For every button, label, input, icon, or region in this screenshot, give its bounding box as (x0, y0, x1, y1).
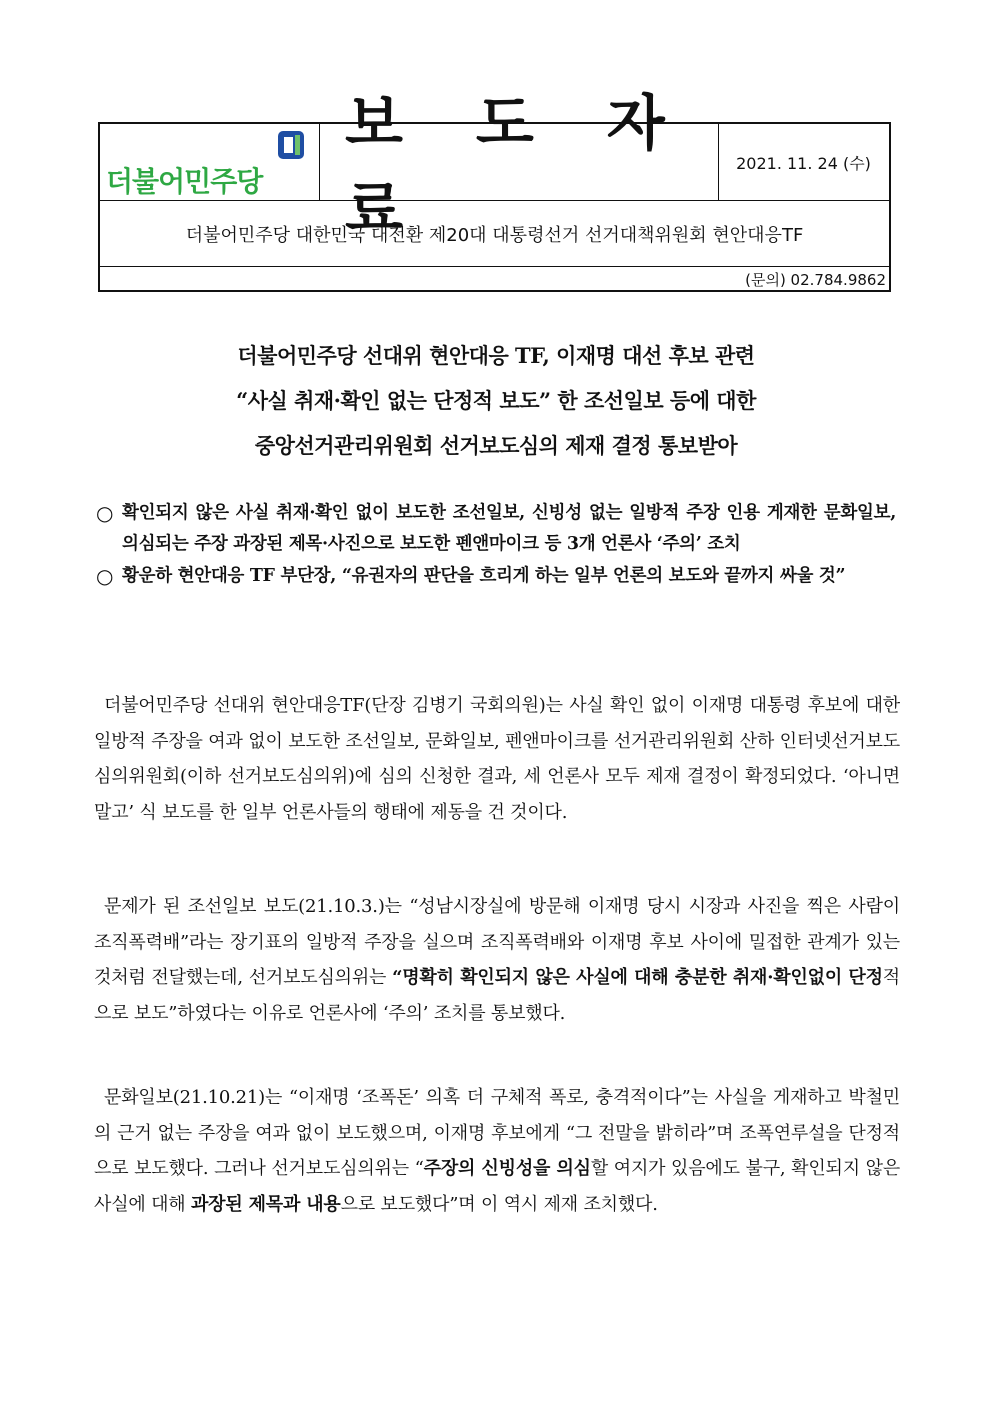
summary-bullet (96, 498, 896, 560)
organization-row (100, 201, 889, 267)
headline-line-2: “사실 취재·확인 없는 단정적 보도” 한 조선일보 등에 대한 (236, 388, 756, 413)
bullet-text: 황운하 현안대응 TF 부단장, “유권자의 판단을 흐리게 하는 일부 언론의 보도와 끝까지 싸울 것” (122, 566, 846, 586)
organization-name: 더불어민주당 대한민국 대전환 제20대 대통령선거 선거대책위원회 현안대응TF (185, 224, 804, 246)
bullet-text: 확인되지 않은 사실 취재·확인 없이 보도한 조선일보, 신빙성 없는 일방적 주장 인용 게재한 문화일보, 의심되는 주장 과장된 제목·사진으로 보도한 펜앤마이크 등 3개 언론사 ‘주의’ 조치 (122, 503, 896, 554)
headline-line-3: 중앙선거관리위원회 선거보도심의 제재 결정 통보받아 (254, 433, 738, 458)
contact-row (100, 267, 889, 291)
emphasis-text: 과장된 제목과 내용 (190, 1193, 341, 1215)
press-release-header (98, 89, 891, 292)
body-paragraph-2 (94, 889, 900, 1031)
body-text: 으로 보도했다”며 이 역시 제재 조치했다. (340, 1193, 658, 1215)
body-text: 문화일보(21.10.21)는 “이재명 ‘조폭돈’ 의혹 더 구체적 폭로, 충격적이다”는 사실을 게재하고 박철민의 근거 없는 주장을 여과 없이 보도했으며, 이재명 후보에게 “그 전말을 밝히라”며 조폭연루설을 단정적으로 보도했다. 그러나 선거보도심의위는 “ (94, 1087, 900, 1179)
emphasis-text: 주장의 신빙성을 의심 (423, 1158, 591, 1179)
body-text: 문제가 된 조선일보 보도(21.10.3.)는 “성남시장실에 방문해 이재명 당시 시장과 사진을 찍은 사람이 조직폭력배”라는 장기표의 일방적 주장을 실으며 조직폭력배와 이재명 후보 사이에 밀접한 관계가 있는 것처럼 전달했는데, 선거보도심의위는 (94, 896, 900, 988)
summary-bullets (96, 498, 896, 593)
circle-bullet-icon: ○ (96, 501, 114, 525)
doc-title: 보 도 자 료 (345, 89, 691, 245)
emphasis-text: “명확히 확인되지 않은 사실에 대해 충분한 취재·확인없이 단정 (392, 967, 883, 988)
party-logo-text: 더불어민주당 (106, 165, 263, 198)
headline-line-1: 더불어민주당 선대위 현안대응 TF, 이재명 대선 후보 관련 (237, 343, 755, 368)
body-text: 적으로 보도”하였다는 이유로 언론사에 ‘주의’ 조치를 통보했다. (94, 967, 900, 1024)
circle-bullet-icon: ○ (96, 564, 114, 588)
body-text: 할 여지가 있음에도 불구, 확인되지 않은 사실에 대해 (94, 1158, 901, 1215)
body-paragraph-3 (94, 1080, 900, 1222)
release-date: 2021. 11. 24 (수) (736, 153, 871, 173)
body-paragraph-1: 더불어민주당 선대위 현안대응TF(단장 김병기 국회의원)는 사실 확인 없이 이재명 대통령 후보에 대한 일방적 주장을 여과 없이 보도한 조선일보, 문화일보, 펜앤마이크를 선거관리위원회 산하 인터넷선거보도심의위원회(이하 선거보도심의위)에 심의 신청한 결과, 세 언론사 모두 제재 결정이 확정되었다. ‘아니면 말고’ 식 보도를 한 일부 언론사들의 행태에 제동을 건 것이다. (94, 695, 900, 823)
contact-info: (문의) 02.784.9862 (745, 270, 886, 289)
summary-bullet (96, 561, 896, 592)
date-cell (718, 124, 889, 200)
logo-cell (100, 124, 320, 200)
party-logo-icon (276, 129, 306, 161)
